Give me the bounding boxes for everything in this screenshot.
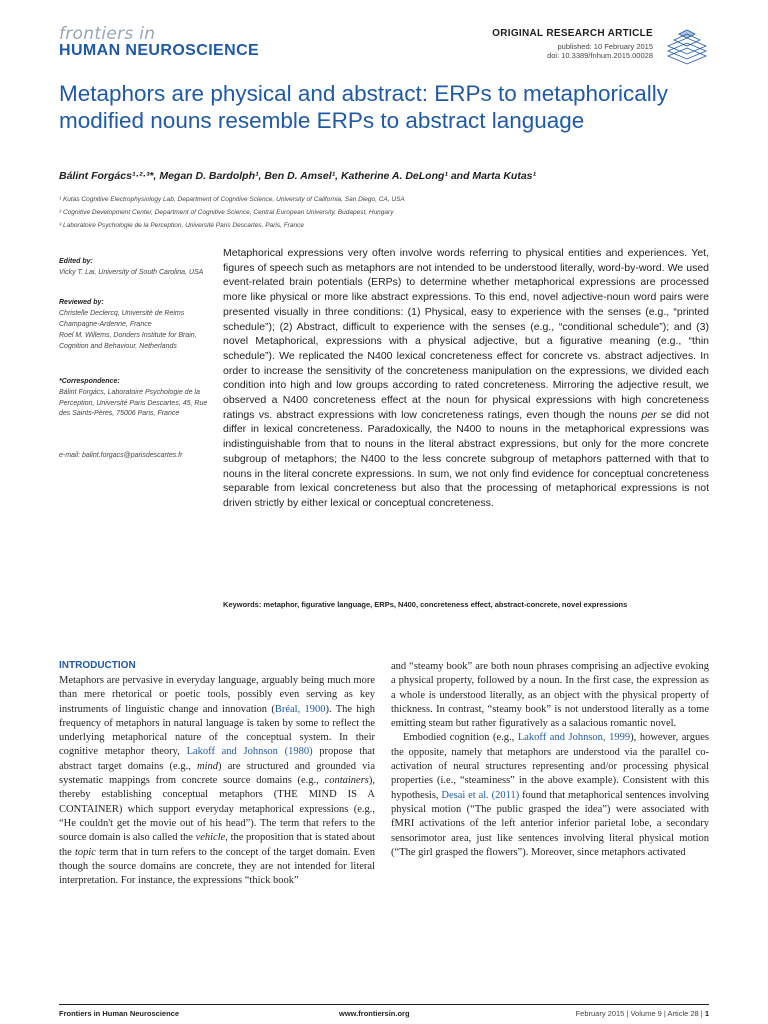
- citation-link[interactable]: Bréal, 1900: [274, 703, 326, 715]
- paragraph: [391, 731, 709, 860]
- abstract-italic: per se: [641, 408, 672, 421]
- correspondence-heading: *Correspondence:: [59, 378, 120, 385]
- reviewed-by-heading: Reviewed by:: [59, 299, 104, 306]
- abstract: [223, 246, 709, 511]
- citation-link[interactable]: Lakoff and Johnson, 1999: [517, 732, 631, 744]
- paragraph: and “steamy book” are both noun phrases comprising an adjective evoking a physical property, followed by a noun. In the first case, the expression as a whole is understood literally, as an object with the physical property of thickness. In contrast, “steamy book” is not understood literally as a tome emitting steam but rather figuratively as a salacious romantic novel.: [391, 661, 709, 730]
- correspondence-email[interactable]: e-mail: balint.forgacs@parisdescartes.fr: [59, 452, 183, 459]
- published-date: published: 10 February 2015: [557, 42, 653, 51]
- citation-link[interactable]: Desai et al. (2011): [441, 789, 520, 801]
- affiliation-2: ² Cognitive Development Center, Department of Cognitive Science, Central European University, Budapest, Hungary: [59, 209, 394, 216]
- body-text: Metaphors are pervasive in everyday language, arguably being much more than mere rhetorical or poetic tools, possibly even serving as key instruments of linguistic change and innovation (: [59, 675, 375, 715]
- article-title: Metaphors are physical and abstract: ERPs to metaphorically modified nouns resemble ERPs to abstract language: [59, 81, 669, 133]
- body-text: found that metaphorical sentences involving physical motion (“The public grasped the idea”) were associated with fMRI activations of the left anterior inferior parietal lobe, a secondary sensorimotor area, just like sentences involving literal physical motion (“The girl grasped the flowers”). Moreover, since metaphors activated: [391, 789, 709, 858]
- author-list: Bálint Forgács¹·²·³*, Megan D. Bardolph¹, Ben D. Amsel¹, Katherine A. DeLong¹ and Marta Kutas¹: [59, 170, 537, 182]
- footer-url[interactable]: www.frontiersin.org: [339, 1009, 410, 1018]
- body-text: ). The high frequency of metaphors in natural language is taken by some to reflect the underlying metaphorical nature of the conceptual system. In their cognitive metaphor theory,: [59, 703, 375, 758]
- body-text: propose that abstract target domains (e.g.,: [59, 746, 375, 772]
- body-column-right: [391, 660, 709, 860]
- abstract-text-2: did not differ in lexical concreteness. Paradoxically, the N400 to nouns in the metaphorical expressions was indistinguishable from that to nouns in the literal abstract expressions, but only for the more concrete subgroup of metaphors; the N400 to the less concrete subgroup of metaphors patterned with that to nouns in the literal concrete expressions. In sum, we not only find evidence for conceptual concreteness separable from lexical concreteness but also that the processing of metaphorical expressions is not driven strictly by either lexical or conceptual concreteness.: [223, 408, 710, 509]
- reviewer-2: Roel M. Willems, Donders Institute for Brain, Cognition and Behaviour, Netherlands: [59, 332, 197, 350]
- editor: Vicky T. Lai, University of South Carolina, USA: [59, 269, 204, 276]
- body-italic: topic: [74, 846, 96, 858]
- article-type: ORIGINAL RESEARCH ARTICLE: [492, 28, 653, 39]
- affiliation-1: ¹ Kutas Cognitive Electrophysiology Lab, Department of Cognitive Science, University of California, San Diego, CA, USA: [59, 196, 405, 203]
- edited-by-heading: Edited by:: [59, 258, 93, 265]
- footer-journal: Frontiers in Human Neuroscience: [59, 1009, 180, 1018]
- citation-link[interactable]: Lakoff and Johnson (1980): [186, 746, 313, 758]
- section-heading-introduction: INTRODUCTION: [59, 660, 136, 671]
- body-text: ) are structured and grounded via systematic mappings from concrete source domains (e.g.,: [59, 760, 375, 787]
- body-italic: vehicle: [195, 832, 226, 844]
- body-text: , the proposition that is stated about the: [59, 832, 375, 858]
- body-text: ), thereby establishing conceptual metaphors (THE MIND IS A CONTAINER) which support everyday metaphorical expressions (e.g., “He couldn't get the movie out of his head”). The term that refers to the source domain is also called the: [59, 775, 375, 844]
- abstract-text-1: Metaphorical expressions very often involve words referring to physical entities and experiences. Yet, figures of speech such as metaphors are not intended to be understood literally, word-by-word. We used event-related brain potentials (ERPs) to determine whether metaphorical expressions are processed more like physical or more like abstract expressions. To this end, novel adjective-noun word pairs were presented visually in three conditions: (1) Physical, easy to experience with the senses (e.g., “printed schedule”); (2) Abstract, difficult to experience with the senses (e.g., “conditional schedule”); and (3) novel Metaphorical, expressions with a physical adjective, but a figurative meaning (e.g., “thin schedule”). We replicated the N400 lexical concreteness effect for concrete vs. abstract adjectives. In order to increase the sensitivity of the concreteness manipulation on the expressions, we divided each condition into high and low groups according to rated concreteness. Mirroring the adjective result, we observed a N400 concreteness effect at the noun for physical expressions with high concreteness ratings vs. abstract expressions with low concreteness ratings, even though the nouns: [223, 247, 709, 421]
- keywords: Keywords: metaphor, figurative language, ERPs, N400, concreteness effect, abstract-concrete, novel expressions: [223, 600, 628, 609]
- footer-issue: [576, 1009, 709, 1018]
- body-column-left: [59, 674, 375, 888]
- body-text: Embodied cognition (e.g.,: [403, 732, 518, 744]
- body-italic: containers: [324, 775, 369, 787]
- affiliation-3: ³ Laboratoire Psychologie de la Perception, Université Paris Descartes, Paris, France: [59, 222, 304, 229]
- correspondence-address: Bálint Forgács, Laboratoire Psychologie de la Perception, Université Paris Descartes, 45, Rue des Saints-Pères, 75006 Paris, France: [59, 389, 208, 418]
- journal-logo-icon: [664, 24, 710, 68]
- journal-name: HUMAN NEUROSCIENCE: [59, 42, 260, 59]
- reviewer-1: Christelle Declercq, Université de Reims Champagne-Ardenne, France: [59, 310, 185, 328]
- body-italic: mind: [197, 760, 219, 772]
- journal-name-top: frontiers in: [59, 24, 156, 44]
- page-number: 1: [704, 1009, 709, 1018]
- body-text: ), however, argues the opposite, namely that metaphors are understood via the parallel co-activation of neural structures representing and/or processing physical properties (i.e., “steaminess” in the above example). Consistent with this hypothesis,: [391, 732, 709, 801]
- footer-divider: [59, 1004, 709, 1005]
- doi: doi: 10.3389/fnhum.2015.00028: [547, 51, 653, 60]
- issue-info: February 2015 | Volume 9 | Article 28 |: [575, 1009, 705, 1018]
- body-text: term that in turn refers to the concept of the target domain. Even though the source domains are concrete, they are not intended for literal interpretation. For instance, the expressions “thick book”: [59, 846, 376, 887]
